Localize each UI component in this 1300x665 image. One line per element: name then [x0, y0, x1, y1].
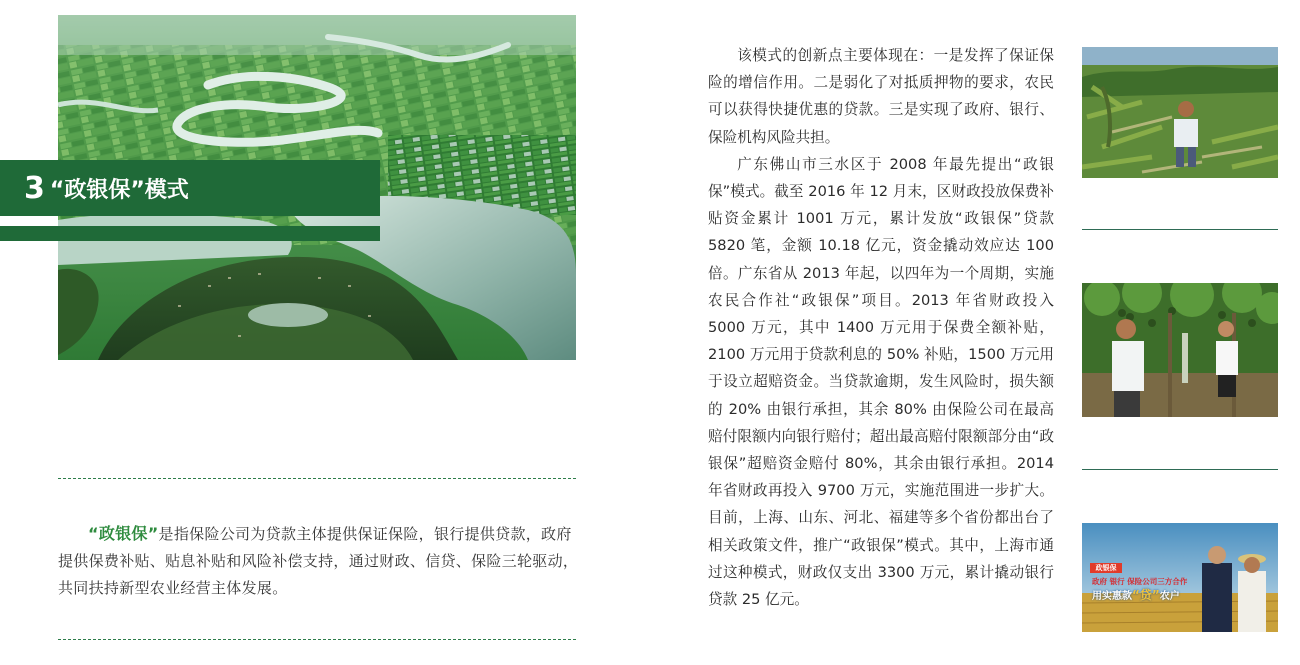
body-text-column	[708, 42, 1054, 613]
title-underline-strip	[0, 226, 380, 241]
photo-banana-field	[1082, 47, 1278, 178]
definition-text: 是指保险公司为贷款主体提供保证保险，银行提供贷款，政府提供保费补贴、贴息补贴和风险补偿支持，通过财政、信贷、保险三轮驱动，共同扶持新型农业经营主体发展。	[58, 525, 579, 597]
definition-keyword: “政银保”	[88, 524, 159, 543]
thumb-rule-2	[1082, 469, 1278, 470]
divider-dashed-bottom	[58, 639, 576, 640]
thumb-rule-1	[1082, 229, 1278, 230]
poster-line-2-mid: “贷”	[1132, 588, 1160, 602]
section-number: 3	[24, 170, 44, 206]
poster-line-1: 政府 银行 保险公司三方合作	[1092, 577, 1188, 586]
body-paragraph-2: 广东佛山市三水区于 2008 年最先提出“政银保”模式。截至 2016 年 12 月末，区财政投放保费补贴资金累计 1001 万元，累计发放“政银保”贷款 5820 笔，金额 10.18 亿元，资金撬动效应达 100 倍。广东省从 2013 年起，以四年为一个周期，实施农民合作社“政银保”项目。2013 年省财政投入 5000 万元，其中 1400 万元用于保费全额补贴，2100 万元用于贷款利息的 50% 补贴，1500 万元用于设立超赔资金。当贷款逾期，发生风险时，损失额的 20% 由银行承担，其余 80% 由保险公司在最高赔付限额内向银行赔付；超出最高赔付限额部分由“政银保”超赔资金赔付 80%，其余由银行承担。2014 年省财政再投入 9700 万元，实施范围进一步扩大。目前，上海、山东、河北、福建等多个省份都出台了相关政策文件，推广“政银保”模式。其中，上海市通过这种模式，财政仅支出 3300 万元，累计撬动银行贷款 25 亿元。	[708, 155, 1054, 609]
photo-vineyard	[1082, 283, 1278, 417]
poster-line-2-pre: 用实惠款	[1092, 591, 1132, 602]
poster-line-2	[1092, 586, 1180, 603]
poster-line-2-post: 农户	[1159, 591, 1180, 602]
definition-paragraph	[58, 520, 580, 602]
divider-dashed-top	[58, 478, 576, 479]
body-paragraph-1: 该模式的创新点主要体现在：一是发挥了保证保险的增信作用。二是弱化了对抵质押物的要求，农民可以获得快捷优惠的贷款。三是实现了政府、银行、保险机构风险共担。	[708, 47, 1054, 146]
section-title-band	[0, 160, 380, 216]
poster-tag: 政银保	[1095, 564, 1117, 572]
photo-promo-poster	[1082, 523, 1278, 632]
section-title: “政银保”模式	[49, 177, 189, 203]
